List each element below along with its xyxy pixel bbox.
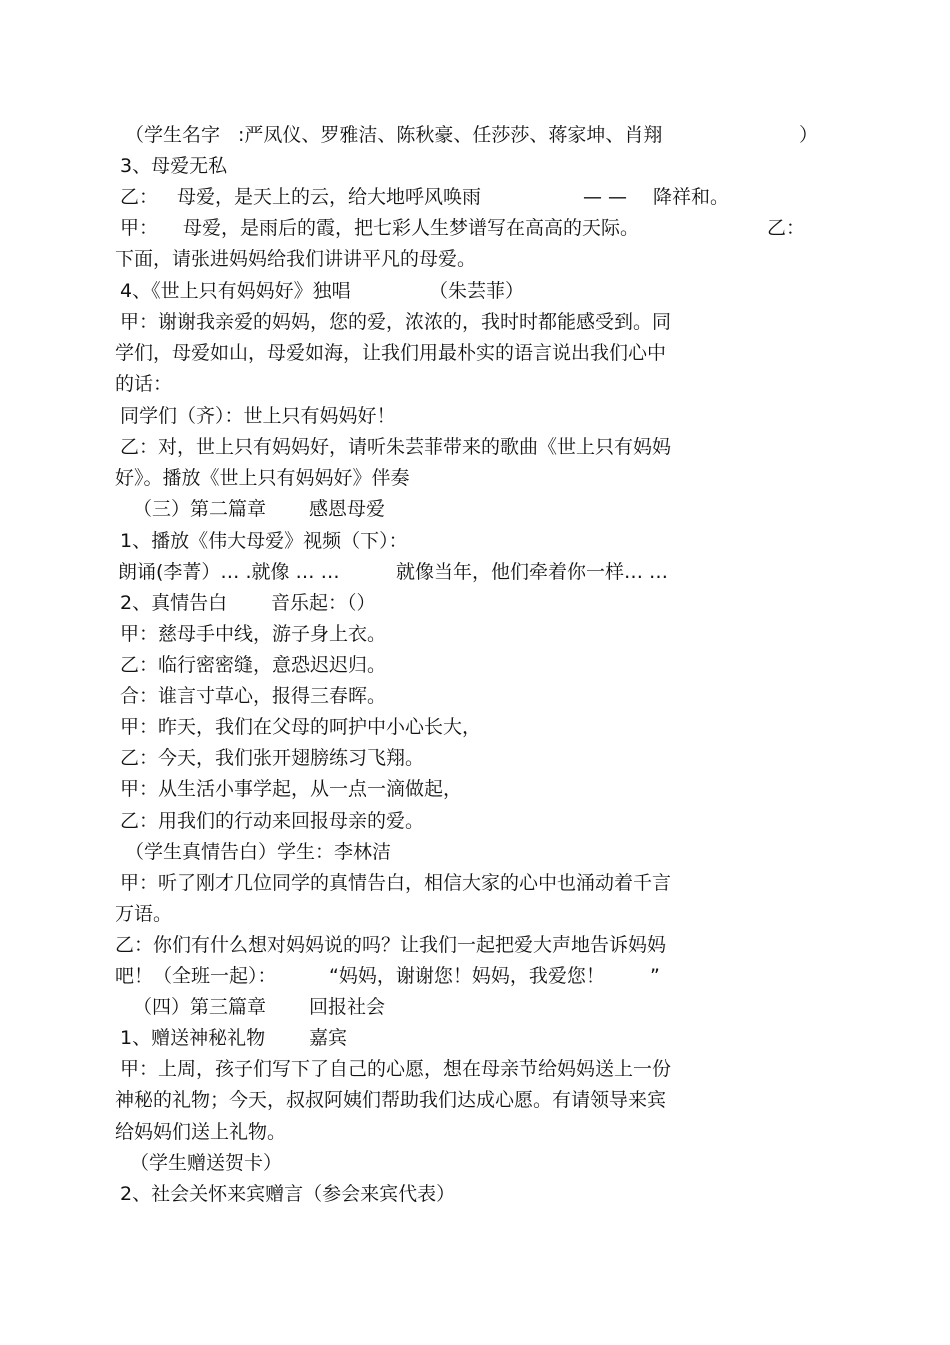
dialogue-line — [115, 212, 815, 244]
text-segment: 乙：临行密密缝，意恐迟迟归。 — [120, 654, 387, 676]
speaker-label: 乙： — [767, 217, 806, 239]
section-heading — [115, 1178, 815, 1210]
text-segment: 嘉宾 — [309, 1027, 348, 1049]
dialogue-line — [115, 431, 815, 463]
speaker-label: 乙： — [120, 186, 159, 208]
text-segment: （学生名字 — [125, 124, 221, 146]
dialogue-line — [115, 462, 815, 494]
text-segment: “妈妈，谢谢您！妈妈，我爱您！ — [329, 965, 605, 987]
section-heading — [115, 275, 815, 307]
text-segment: 甲：上周，孩子们写下了自己的心愿，想在母亲节给妈妈送上一份 — [120, 1058, 672, 1080]
text-segment: :严凤仪、罗雅洁、陈秋豪、任莎莎、蒋家坤、肖翔 — [238, 124, 663, 146]
text-segment: （朱芸菲） — [429, 280, 525, 302]
text-segment: 朗诵(李菁）… .就像 … … — [118, 561, 340, 583]
dialogue-line — [115, 1147, 815, 1179]
dialogue-line — [115, 836, 815, 868]
dialogue-line — [115, 337, 815, 369]
text-segment: — — — [583, 186, 628, 208]
dialogue-line — [115, 929, 815, 961]
text-segment: 下面，请张进妈妈给我们讲讲平凡的母爱。 — [115, 248, 477, 270]
text-segment: 的话： — [115, 373, 173, 395]
dialogue-line — [115, 400, 815, 432]
text-segment: 3、母爱无私 — [120, 155, 228, 177]
speaker-label: 甲： — [120, 217, 159, 239]
text-segment: 甲：听了刚才几位同学的真情告白，相信大家的心中也涌动着千言 — [120, 872, 672, 894]
dialogue-line — [115, 742, 815, 774]
text-segment: （学生真情告白）学生：李林洁 — [125, 841, 392, 863]
text-segment: 乙：用我们的行动来回报母亲的爱。 — [120, 810, 425, 832]
dialogue-line — [115, 680, 815, 712]
text-segment: 回报社会 — [309, 996, 386, 1018]
text-segment: 乙：你们有什么想对妈妈说的吗？让我们一起把爱大声地告诉妈妈 — [115, 934, 667, 956]
section-heading — [115, 1022, 815, 1054]
dialogue-line — [115, 649, 815, 681]
section-heading — [115, 587, 815, 619]
dialogue-line — [115, 181, 815, 213]
text-segment: 甲：从生活小事学起，从一点一滴做起， — [120, 778, 463, 800]
text-segment: ” — [650, 965, 660, 987]
section-heading — [115, 150, 815, 182]
text-segment: ） — [799, 124, 819, 146]
text-segment: 感恩母爱 — [309, 498, 386, 520]
dialogue-line — [115, 805, 815, 837]
text-segment: 甲：慈母手中线，游子身上衣。 — [120, 623, 387, 645]
text-segment: 母爱，是天上的云，给大地呼风唤雨 — [177, 186, 482, 208]
text-segment: 乙：对，世上只有妈妈好，请听朱芸菲带来的歌曲《世上只有妈妈 — [120, 436, 672, 458]
text-segment: 音乐起：（） — [271, 592, 376, 614]
section-heading — [115, 493, 815, 525]
text-segment: 同学们（齐）：世上只有妈妈好！ — [120, 405, 396, 427]
dialogue-line — [115, 773, 815, 805]
section-heading — [115, 991, 815, 1023]
section-heading — [115, 525, 815, 557]
text-segment: （学生赠送贺卡） — [130, 1152, 283, 1174]
dialogue-line — [115, 898, 815, 930]
text-segment: 1、播放《伟大母爱》视频（下）： — [120, 530, 408, 552]
text-segment: 好》。播放《世上只有妈妈好》伴奏 — [115, 467, 410, 489]
text-segment: 甲：昨天，我们在父母的呵护中小心长大， — [120, 716, 482, 738]
dialogue-line — [115, 960, 815, 992]
text-segment: 1、赠送神秘礼物 — [120, 1027, 266, 1049]
text-segment: 学们，母爱如山，母爱如海，让我们用最朴实的语言说出我们心中 — [115, 342, 667, 364]
dialogue-line — [115, 556, 815, 588]
text-segment: 2、真情告白 — [120, 592, 228, 614]
text-segment: 母爱，是雨后的霞，把七彩人生梦谱写在高高的天际。 — [183, 217, 640, 239]
dialogue-line — [115, 1116, 815, 1148]
text-segment: 2、社会关怀来宾赠言（参会来宾代表） — [120, 1183, 456, 1205]
text-segment: 甲：谢谢我亲爱的妈妈，您的爱，浓浓的，我时时都能感受到。同 — [120, 311, 672, 333]
dialogue-line — [115, 1084, 815, 1116]
text-segment: 吧！（全班一起）： — [115, 965, 277, 987]
text-segment: 神秘的礼物；今天，叔叔阿姨们帮助我们达成心愿。有请领导来宾 — [115, 1089, 667, 1111]
text-segment: 合：谁言寸草心，报得三春晖。 — [120, 685, 387, 707]
text-segment: 乙：今天，我们张开翅膀练习飞翔。 — [120, 747, 425, 769]
text-segment: 万语。 — [115, 903, 173, 925]
text-segment: 就像当年，他们牵着你一样… … — [396, 561, 669, 583]
text-segment: 给妈妈们送上礼物。 — [115, 1121, 287, 1143]
dialogue-line — [115, 243, 815, 275]
student-names-line — [115, 119, 819, 151]
dialogue-line — [115, 368, 815, 400]
dialogue-line — [115, 618, 815, 650]
text-segment: 4、《世上只有妈妈好》独唱 — [120, 280, 351, 302]
dialogue-line — [115, 1053, 815, 1085]
dialogue-line — [115, 867, 815, 899]
text-segment: （四）第三篇章 — [133, 996, 267, 1018]
text-segment: （三）第二篇章 — [133, 498, 267, 520]
text-segment: 降祥和。 — [653, 186, 730, 208]
dialogue-line — [115, 711, 815, 743]
dialogue-line — [115, 306, 815, 338]
